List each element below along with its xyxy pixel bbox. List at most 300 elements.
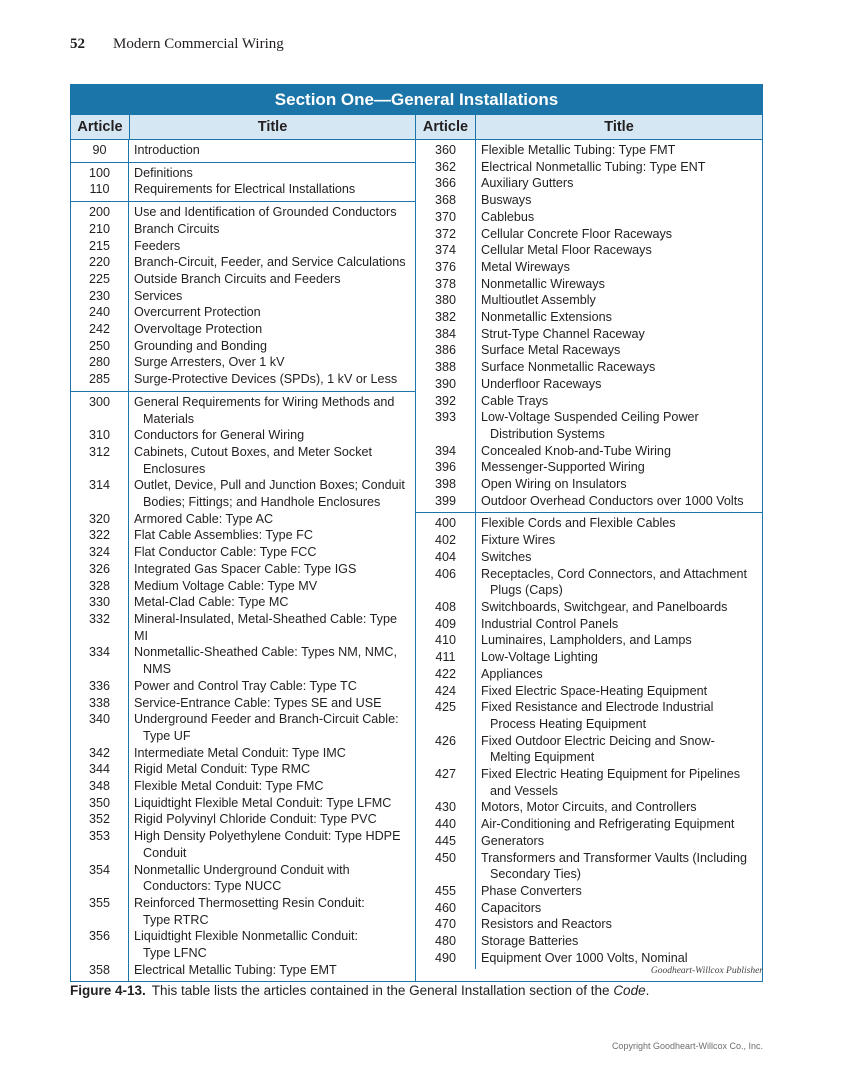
article-number: 90 (71, 139, 129, 162)
article-title (129, 165, 415, 182)
article-title (476, 532, 762, 549)
title-line: Service-Entrance Cable: Types SE and USE (134, 695, 382, 710)
article-title (129, 761, 415, 778)
article-number: 368 (416, 189, 476, 212)
article-title (476, 833, 762, 850)
article-number: 455 (416, 880, 476, 903)
article-number: 408 (416, 596, 476, 619)
table-row (416, 850, 762, 883)
copyright-notice: Copyright Goodheart-Willcox Co., Inc. (611, 1041, 763, 1051)
article-title (129, 288, 415, 305)
title-continuation: Plugs (Caps) (490, 583, 563, 598)
title-line: Nonmetallic Underground Conduit with (134, 862, 350, 877)
title-line: Low-Voltage Suspended Ceiling Power (481, 410, 699, 425)
title-line: Services (134, 288, 183, 303)
article-number: 310 (71, 424, 129, 447)
article-number: 386 (416, 339, 476, 362)
title-line: Rigid Polyvinyl Chloride Conduit: Type PVC (134, 812, 377, 827)
title-line: Surface Nonmetallic Raceways (481, 360, 656, 375)
article-number: 312 (71, 441, 129, 480)
title-line: Metal-Clad Cable: Type MC (134, 595, 289, 610)
right-column (415, 140, 762, 981)
table-row (71, 711, 415, 744)
article-number: 382 (416, 306, 476, 329)
title-line: Electrical Metallic Tubing: Type EMT (134, 962, 337, 977)
article-number: 360 (416, 139, 476, 162)
article-number: 450 (416, 847, 476, 886)
article-title (129, 745, 415, 762)
article-title (129, 321, 415, 338)
title-line: Air-Conditioning and Refrigerating Equipment (481, 817, 735, 832)
article-title (476, 359, 762, 376)
article-number: 328 (71, 575, 129, 598)
article-title (129, 444, 415, 477)
article-number: 378 (416, 273, 476, 296)
title-line: Cablebus (481, 209, 535, 224)
article-title (476, 259, 762, 276)
article-number: 445 (416, 830, 476, 853)
article-number: 242 (71, 318, 129, 341)
article-title (476, 599, 762, 616)
article-title (476, 443, 762, 460)
title-line: Nonmetallic Extensions (481, 310, 612, 325)
title-line: Definitions (134, 165, 193, 180)
article-title (476, 192, 762, 209)
title-line: Grounding and Bonding (134, 338, 268, 353)
title-line: Fixture Wires (481, 533, 556, 548)
table-row (71, 477, 415, 510)
article-number: 225 (71, 268, 129, 291)
title-continuation: Bodies; Fittings; and Handhole Enclosures (143, 495, 381, 510)
article-number: 240 (71, 301, 129, 324)
title-line: Liquidtight Flexible Nonmetallic Conduit: (134, 929, 359, 944)
article-number: 324 (71, 541, 129, 564)
title-line: Power and Control Tray Cable: Type TC (134, 678, 357, 693)
article-title (476, 799, 762, 816)
title-line: Cabinets, Cutout Boxes, and Meter Socket (134, 444, 373, 459)
title-continuation: Distribution Systems (490, 426, 605, 441)
title-line: Generators (481, 833, 544, 848)
article-title (476, 209, 762, 226)
title-continuation: Type RTRC (143, 912, 209, 927)
article-title (129, 511, 415, 528)
article-title (129, 304, 415, 321)
article-number: 100 (71, 162, 129, 185)
header-title-right: Title (475, 115, 762, 139)
article-number: 300 (71, 391, 129, 430)
article-title (129, 394, 415, 427)
article-number: 210 (71, 218, 129, 241)
title-line: Low-Voltage Lighting (481, 650, 598, 665)
article-title (476, 950, 762, 967)
title-line: Intermediate Metal Conduit: Type IMC (134, 745, 346, 760)
article-number: 399 (416, 490, 476, 513)
article-number: 392 (416, 390, 476, 413)
article-number: 314 (71, 474, 129, 513)
article-number: 380 (416, 289, 476, 312)
article-number: 250 (71, 335, 129, 358)
table-row (71, 644, 415, 677)
header-article-right: Article (415, 115, 475, 139)
article-number: 376 (416, 256, 476, 279)
title-line: Outside Branch Circuits and Feeders (134, 271, 341, 286)
article-number: 330 (71, 591, 129, 614)
title-line: Auxiliary Gutters (481, 176, 574, 191)
title-continuation: Secondary Ties) (490, 867, 581, 882)
title-line: Receptacles, Cord Connectors, and Attachment (481, 566, 748, 581)
title-line: Switchboards, Switchgear, and Panelboards (481, 599, 728, 614)
running-head (70, 36, 284, 53)
article-number: 362 (416, 156, 476, 179)
article-title (129, 778, 415, 795)
title-line: Cable Trays (481, 393, 549, 408)
article-number: 215 (71, 235, 129, 258)
article-title (129, 928, 415, 961)
article-title (129, 544, 415, 561)
articles-table (70, 84, 763, 982)
article-title (129, 895, 415, 928)
article-number: 404 (416, 546, 476, 569)
header-title-left: Title (129, 115, 415, 139)
article-number: 440 (416, 813, 476, 836)
article-title (129, 142, 415, 159)
article-title (476, 142, 762, 159)
article-title (129, 678, 415, 695)
title-continuation: Conduit (143, 845, 187, 860)
left-article-group (71, 162, 415, 201)
article-title (476, 376, 762, 393)
article-number: 332 (71, 608, 129, 647)
article-number: 366 (416, 172, 476, 195)
table-row (71, 928, 415, 961)
article-number: 320 (71, 508, 129, 531)
article-number: 200 (71, 201, 129, 224)
title-line: Surface Metal Raceways (481, 343, 621, 358)
article-title (476, 159, 762, 176)
table-row (71, 895, 415, 928)
article-title (476, 242, 762, 259)
article-title (129, 711, 415, 744)
title-line: Surge-Protective Devices (SPDs), 1 kV or Less (134, 372, 398, 387)
title-line: Multioutlet Assembly (481, 293, 596, 308)
article-number: 409 (416, 613, 476, 636)
title-line: Branch Circuits (134, 221, 220, 236)
left-article-group (71, 391, 415, 982)
article-number: 353 (71, 825, 129, 864)
article-title (476, 549, 762, 566)
table-row (416, 699, 762, 732)
book-title: Modern Commercial Wiring (113, 36, 284, 52)
article-title (476, 916, 762, 933)
article-title (129, 354, 415, 371)
title-continuation: Process Heating Equipment (490, 716, 647, 731)
article-title (129, 204, 415, 221)
title-line: Storage Batteries (481, 934, 579, 949)
table-row (416, 950, 762, 967)
article-number: 390 (416, 373, 476, 396)
right-article-group (416, 512, 762, 969)
title-line: Flexible Metallic Tubing: Type FMT (481, 143, 676, 157)
title-line: Fixed Electric Heating Equipment for Pipelines (481, 767, 740, 782)
title-line: Fixed Electric Space-Heating Equipment (481, 683, 708, 698)
title-line: Cellular Metal Floor Raceways (481, 243, 652, 258)
article-title (129, 271, 415, 288)
title-line: Busways (481, 193, 532, 208)
article-title (476, 326, 762, 343)
left-article-group (71, 140, 415, 162)
article-title (476, 933, 762, 950)
article-number: 410 (416, 629, 476, 652)
article-number: 406 (416, 563, 476, 602)
title-line: Nonmetallic-Sheathed Cable: Types NM, NMC, (134, 645, 397, 660)
article-number: 480 (416, 930, 476, 953)
article-number: 427 (416, 763, 476, 802)
article-title (129, 962, 415, 979)
title-line: Armored Cable: Type AC (134, 511, 274, 526)
table-row (71, 611, 415, 644)
article-number: 356 (71, 925, 129, 964)
article-number: 370 (416, 206, 476, 229)
title-line: Equipment Over 1000 Volts, Nominal (481, 950, 688, 965)
title-line: Liquidtight Flexible Metal Conduit: Type LFMC (134, 795, 392, 810)
title-line: Motors, Motor Circuits, and Controllers (481, 800, 697, 815)
title-line: Fixed Resistance and Electrode Industrial (481, 700, 714, 715)
title-continuation: Materials (143, 411, 195, 426)
table-header-row (71, 114, 762, 140)
table-row (71, 371, 415, 388)
article-number: 398 (416, 473, 476, 496)
article-title (476, 733, 762, 766)
article-title (129, 811, 415, 828)
title-line: Use and Identification of Grounded Conductors (134, 205, 397, 220)
article-title (476, 566, 762, 599)
article-number: 338 (71, 692, 129, 715)
article-title (476, 292, 762, 309)
article-title (476, 409, 762, 442)
article-title (476, 632, 762, 649)
table-row (71, 444, 415, 477)
article-title (129, 644, 415, 677)
title-line: Appliances (481, 666, 543, 681)
article-title (476, 515, 762, 532)
title-line: Metal Wireways (481, 259, 570, 274)
article-number: 402 (416, 529, 476, 552)
article-title (476, 476, 762, 493)
article-number: 374 (416, 239, 476, 262)
article-title (476, 816, 762, 833)
title-continuation: and Vessels (490, 783, 558, 798)
article-title (129, 254, 415, 271)
article-title (476, 883, 762, 900)
title-line: Phase Converters (481, 883, 582, 898)
table-row (416, 566, 762, 599)
article-title (476, 616, 762, 633)
article-number: 394 (416, 440, 476, 463)
title-line: High Density Polyethylene Conduit: Type HDPE (134, 829, 401, 844)
title-line: Flexible Cords and Flexible Cables (481, 516, 676, 531)
article-title (476, 666, 762, 683)
article-number: 280 (71, 351, 129, 374)
table-row (416, 733, 762, 766)
article-title (129, 371, 415, 388)
article-title (476, 393, 762, 410)
title-line: Overcurrent Protection (134, 305, 261, 320)
title-line: Open Wiring on Insulators (481, 477, 627, 492)
article-title (129, 695, 415, 712)
article-number: 342 (71, 742, 129, 765)
title-line: Messenger-Supported Wiring (481, 460, 645, 475)
title-line: Outdoor Overhead Conductors over 1000 Volts (481, 493, 744, 508)
left-column (71, 140, 415, 981)
article-title (129, 238, 415, 255)
article-title (476, 900, 762, 917)
article-title (476, 493, 762, 510)
title-line: Medium Voltage Cable: Type MV (134, 578, 318, 593)
article-title (129, 338, 415, 355)
figure-caption (70, 983, 790, 998)
table-body (71, 140, 762, 981)
figure-label: Figure 4-13. (70, 983, 146, 998)
title-line: Surge Arresters, Over 1 kV (134, 355, 285, 370)
article-title (129, 181, 415, 198)
article-title (129, 611, 415, 644)
title-line: Overvoltage Protection (134, 322, 263, 337)
table-row (71, 181, 415, 198)
article-title (129, 862, 415, 895)
publisher-credit: Goodheart-Willcox Publisher (650, 966, 763, 976)
article-number: 460 (416, 897, 476, 920)
table-row (71, 828, 415, 861)
title-line: Industrial Control Panels (481, 616, 619, 631)
article-number: 426 (416, 730, 476, 769)
title-continuation: Melting Equipment (490, 750, 595, 765)
article-title (129, 795, 415, 812)
article-number: 340 (71, 708, 129, 747)
title-line: Introduction (134, 143, 200, 157)
article-number: 220 (71, 251, 129, 274)
title-line: Strut-Type Channel Raceway (481, 326, 645, 341)
article-number: 411 (416, 646, 476, 669)
title-line: Outlet, Device, Pull and Junction Boxes; Conduit (134, 478, 405, 493)
article-number: 490 (416, 947, 476, 970)
title-line: Switches (481, 549, 532, 564)
article-number: 424 (416, 680, 476, 703)
article-number: 326 (71, 558, 129, 581)
article-title (476, 276, 762, 293)
title-continuation: Type UF (143, 728, 191, 743)
article-number: 422 (416, 663, 476, 686)
article-title (476, 766, 762, 799)
article-number: 470 (416, 913, 476, 936)
caption-code-word: Code (613, 983, 646, 998)
caption-text: This table lists the articles contained in the General Installation section of the (151, 983, 610, 998)
article-number: 355 (71, 892, 129, 931)
article-title (129, 561, 415, 578)
title-line: Concealed Knob-and-Tube Wiring (481, 443, 671, 458)
article-title (129, 221, 415, 238)
caption-end: . (645, 983, 650, 998)
table-title: Section One—General Installations (71, 85, 762, 114)
title-line: Flexible Metal Conduit: Type FMC (134, 779, 324, 794)
article-number: 334 (71, 641, 129, 680)
article-number: 384 (416, 323, 476, 346)
title-continuation: Conductors: Type NUCC (143, 879, 282, 894)
article-number: 352 (71, 808, 129, 831)
article-number: 388 (416, 356, 476, 379)
article-number: 354 (71, 859, 129, 898)
table-row (71, 394, 415, 427)
title-line: Resistors and Reactors (481, 917, 612, 932)
article-title (129, 427, 415, 444)
title-line: Integrated Gas Spacer Cable: Type IGS (134, 561, 357, 576)
article-number: 110 (71, 178, 129, 201)
article-number: 344 (71, 758, 129, 781)
article-number: 336 (71, 675, 129, 698)
title-line: Electrical Nonmetallic Tubing: Type ENT (481, 159, 706, 174)
title-line: Luminaires, Lampholders, and Lamps (481, 633, 692, 648)
article-number: 350 (71, 792, 129, 815)
title-line: Rigid Metal Conduit: Type RMC (134, 762, 311, 777)
title-line: Underground Feeder and Branch-Circuit Cable: (134, 712, 399, 727)
title-line: Feeders (134, 238, 181, 253)
title-line: Flat Cable Assemblies: Type FC (134, 528, 313, 543)
title-line: Capacitors (481, 900, 542, 915)
title-line: Flat Conductor Cable: Type FCC (134, 545, 317, 560)
article-number: 425 (416, 696, 476, 735)
table-row (416, 409, 762, 442)
left-article-group (71, 201, 415, 391)
header-article-left: Article (77, 119, 123, 135)
article-number: 322 (71, 524, 129, 547)
article-number: 400 (416, 512, 476, 535)
article-title (129, 594, 415, 611)
article-title (129, 527, 415, 544)
article-number: 396 (416, 456, 476, 479)
table-row (71, 962, 415, 979)
title-line: Conductors for General Wiring (134, 428, 305, 443)
article-title (476, 850, 762, 883)
article-title (129, 578, 415, 595)
table-row (416, 766, 762, 799)
article-number: 348 (71, 775, 129, 798)
article-title (476, 175, 762, 192)
article-number: 393 (416, 406, 476, 445)
article-number: 372 (416, 223, 476, 246)
article-title (476, 649, 762, 666)
title-continuation: NMS (143, 662, 171, 677)
table-row (71, 142, 415, 159)
article-number: 230 (71, 285, 129, 308)
title-line: Cellular Concrete Floor Raceways (481, 226, 673, 241)
article-title (476, 459, 762, 476)
title-line: Fixed Outdoor Electric Deicing and Snow- (481, 733, 715, 748)
title-line: Nonmetallic Wireways (481, 276, 605, 291)
article-title (476, 342, 762, 359)
title-line: Transformers and Transformer Vaults (Including (481, 850, 747, 865)
article-title (129, 477, 415, 510)
title-continuation: Enclosures (143, 461, 206, 476)
table-row (71, 862, 415, 895)
page-number: 52 (70, 36, 85, 52)
title-line: Reinforced Thermosetting Resin Conduit: (134, 895, 365, 910)
title-line: Underfloor Raceways (481, 376, 602, 391)
article-number: 358 (71, 959, 129, 982)
table-row (416, 493, 762, 510)
article-title (129, 828, 415, 861)
title-line: Mineral-Insulated, Metal-Sheathed Cable: Type MI (134, 611, 397, 643)
article-title (476, 683, 762, 700)
title-line: Branch-Circuit, Feeder, and Service Calculations (134, 255, 406, 270)
